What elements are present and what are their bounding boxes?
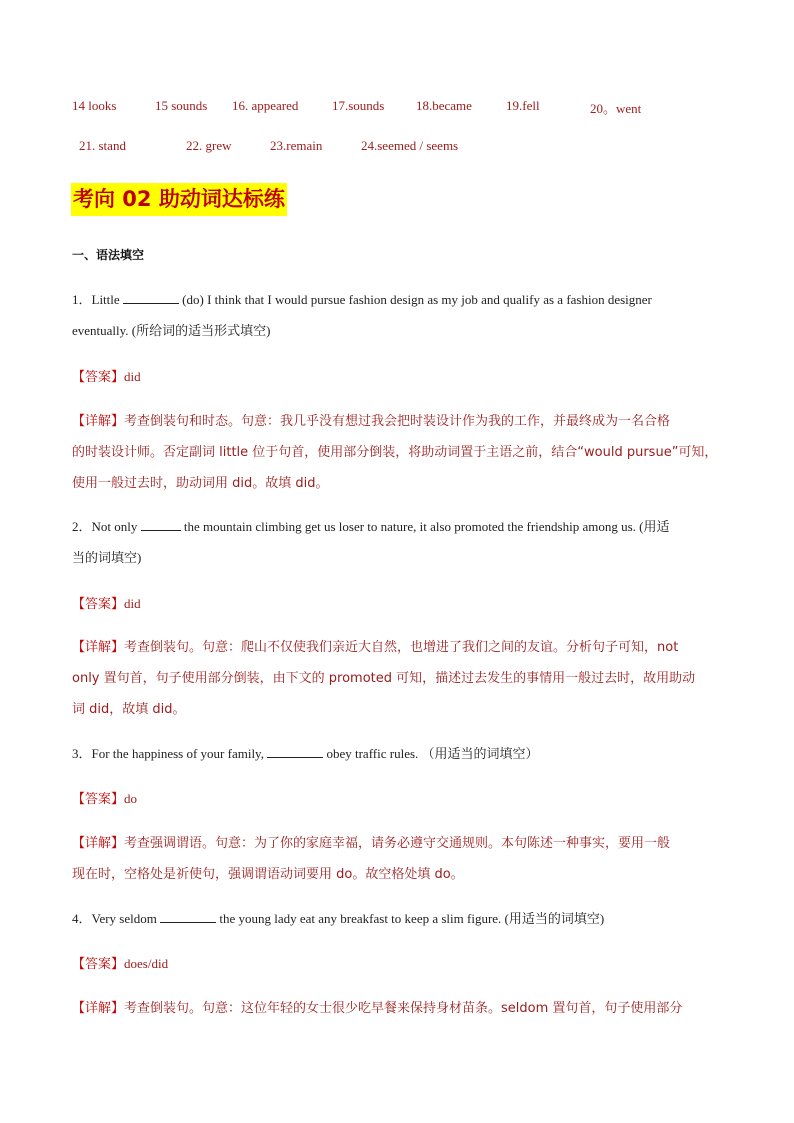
answer-label: 【答案】 [72,957,125,972]
prev-answer: 22. grew [186,138,232,153]
answer-blank [267,745,323,758]
prev-answer: 18.became [416,98,472,113]
detail-text: 考查强调谓语。句意：为了你的家庭幸福，请务必遵守交通规则。本句陈述一种事实，要用一般 [124,836,671,851]
answer-blank [160,910,216,923]
question-stem: 2．Not only the mountain climbing get us loser to nature, it also promoted the friendship among us. (用适 [72,519,670,534]
answer-4 [72,948,736,980]
prev-answer: 20。went [590,101,642,116]
answer-value: did [124,596,141,611]
detail-label: 【详解】 [72,1001,125,1016]
question-stem: 3．For the happiness of your family, obey traffic rules. （用适当的词填空） [72,746,539,761]
detail-2 [72,632,736,725]
question-3 [72,738,736,769]
detail-label: 【详解】 [72,836,125,851]
question-stem: 4．Very seldom the young lady eat any breakfast to keep a slim figure. (用适当的词填空) [72,911,605,926]
prev-answer: 16. appeared [232,98,299,113]
prev-answer: 19.fell [506,98,540,113]
detail-1 [72,406,736,499]
answer-value: do [124,791,138,806]
detail-text: only 置句首，句子使用部分倒装，由下文的 promoted 可知，描述过去发生的事情用一般过去时，故用助动 [72,671,696,686]
prev-answer: 14 looks [72,98,117,113]
question-2 [72,511,736,573]
answer-1 [72,361,736,393]
answer-label: 【答案】 [72,597,125,612]
section-heading: 考向 02 助动词达标练 [71,183,287,216]
answer-2 [72,588,736,620]
detail-text: 词 did，故填 did。 [72,702,186,717]
detail-label: 【详解】 [72,414,125,429]
question-stem-cont: 当的词填空) [72,550,142,565]
prev-answer: 24.seemed / seems [361,138,459,153]
question-4 [72,903,736,934]
detail-text: 考查倒装句。句意：这位年轻的女士很少吃早餐来保持身材苗条。seldom 置句首，句子使用部分 [124,1001,683,1016]
detail-label: 【详解】 [72,640,125,655]
question-stem-cont: eventually. (所给词的适当形式填空) [72,323,271,338]
answer-blank [141,518,181,531]
answer-label: 【答案】 [72,792,125,807]
subsection-title: 一、语法填空 [72,248,145,262]
prev-answer: 21. stand [79,138,126,153]
detail-text: 的时装设计师。否定副词 little 位于句首，使用部分倒装，将助动词置于主语之前，结合“would pursue”可知， [72,445,718,460]
detail-text: 考查倒装句。句意：爬山不仅使我们亲近大自然，也增进了我们之间的友谊。分析句子可知，not [124,640,679,655]
question-stem: 1．Little (do) I think that I would pursue fashion design as my job and qualify as a fashion designer [72,292,652,307]
detail-3 [72,828,736,890]
answer-value: did [124,369,141,384]
detail-text: 现在时，空格处是祈使句，强调谓语动词要用 do。故空格处填 do。 [72,867,464,882]
question-1 [72,284,736,346]
prev-answer: 23.remain [270,138,323,153]
answer-label: 【答案】 [72,370,125,385]
answer-value: does/did [124,956,169,971]
detail-text: 使用一般过去时，助动词用 did。故填 did。 [72,476,329,491]
detail-4 [72,993,736,1024]
prev-answer: 17.sounds [332,98,385,113]
detail-text: 考查倒装句和时态。句意：我几乎没有想过我会把时装设计作为我的工作，并最终成为一名合格 [124,414,671,429]
prev-answer: 15 sounds [155,98,208,113]
answer-blank [123,291,179,304]
answer-3 [72,783,736,815]
